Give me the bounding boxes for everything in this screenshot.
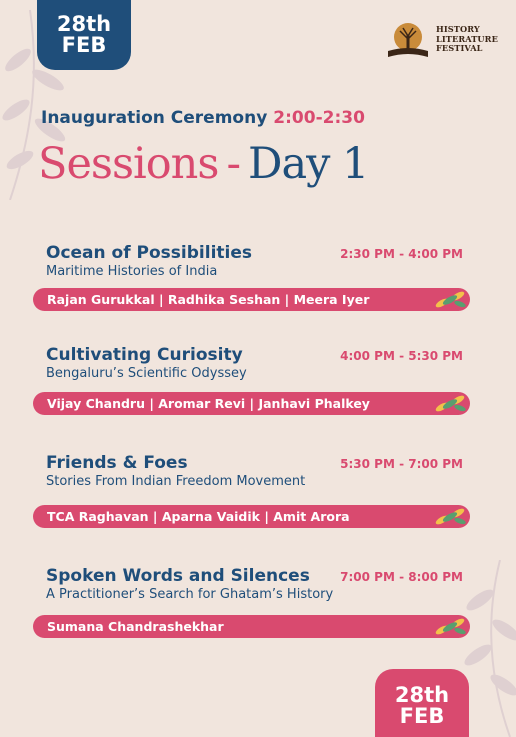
date-month: FEB	[399, 704, 445, 729]
date-day: 28th	[394, 683, 450, 707]
speakers-pill	[33, 392, 470, 415]
leaf-icon	[432, 288, 468, 311]
speakers-text: Vijay Chandru | Aromar Revi | Janhavi Phalkey	[47, 396, 370, 411]
session-title: Cultivating Curiosity	[46, 345, 243, 365]
festival-logo	[384, 21, 512, 61]
date-badge-bottom	[375, 669, 469, 737]
date-day: 28th	[56, 11, 112, 36]
speakers-text: Rajan Gurukkal | Radhika Seshan | Meera Iyer	[47, 292, 370, 307]
session-subtitle: Bengaluru’s Scientific Odyssey	[46, 366, 247, 381]
session-subtitle: Maritime Histories of India	[46, 264, 218, 279]
session-subtitle: Stories From Indian Freedom Movement	[46, 474, 306, 489]
session-subtitle: A Practitioner’s Search for Ghatam’s History	[46, 587, 334, 602]
inauguration-time: 2:00-2:30	[273, 108, 365, 128]
title-separator: -	[226, 139, 240, 189]
speakers-pill	[33, 615, 470, 638]
leaf-icon	[432, 392, 468, 415]
title-day: Day 1	[247, 139, 369, 189]
inauguration-line	[41, 108, 365, 128]
logo-text: HISTORY LITERATURE FESTIVAL	[436, 24, 498, 54]
leaf-icon	[432, 505, 468, 528]
inauguration-label: Inauguration Ceremony	[41, 108, 268, 128]
date-badge-top	[37, 0, 131, 70]
session-title: Friends & Foes	[46, 453, 188, 473]
leaf-icon	[432, 615, 468, 638]
session-time: 4:00 PM - 5:30 PM	[340, 349, 463, 363]
session-title: Ocean of Possibilities	[46, 243, 253, 263]
session-time: 5:30 PM - 7:00 PM	[340, 457, 463, 471]
date-month: FEB	[61, 33, 107, 57]
tree-book-icon	[384, 21, 432, 61]
speakers-pill	[33, 505, 470, 528]
session-title: Spoken Words and Silences	[46, 566, 310, 586]
speakers-text: Sumana Chandrashekhar	[47, 619, 224, 634]
page-title	[38, 139, 369, 189]
title-sessions: Sessions	[38, 139, 219, 189]
speakers-pill	[33, 288, 470, 311]
session-time: 7:00 PM - 8:00 PM	[340, 570, 463, 584]
session-time: 2:30 PM - 4:00 PM	[340, 247, 463, 261]
speakers-text: TCA Raghavan | Aparna Vaidik | Amit Arora	[47, 509, 350, 524]
